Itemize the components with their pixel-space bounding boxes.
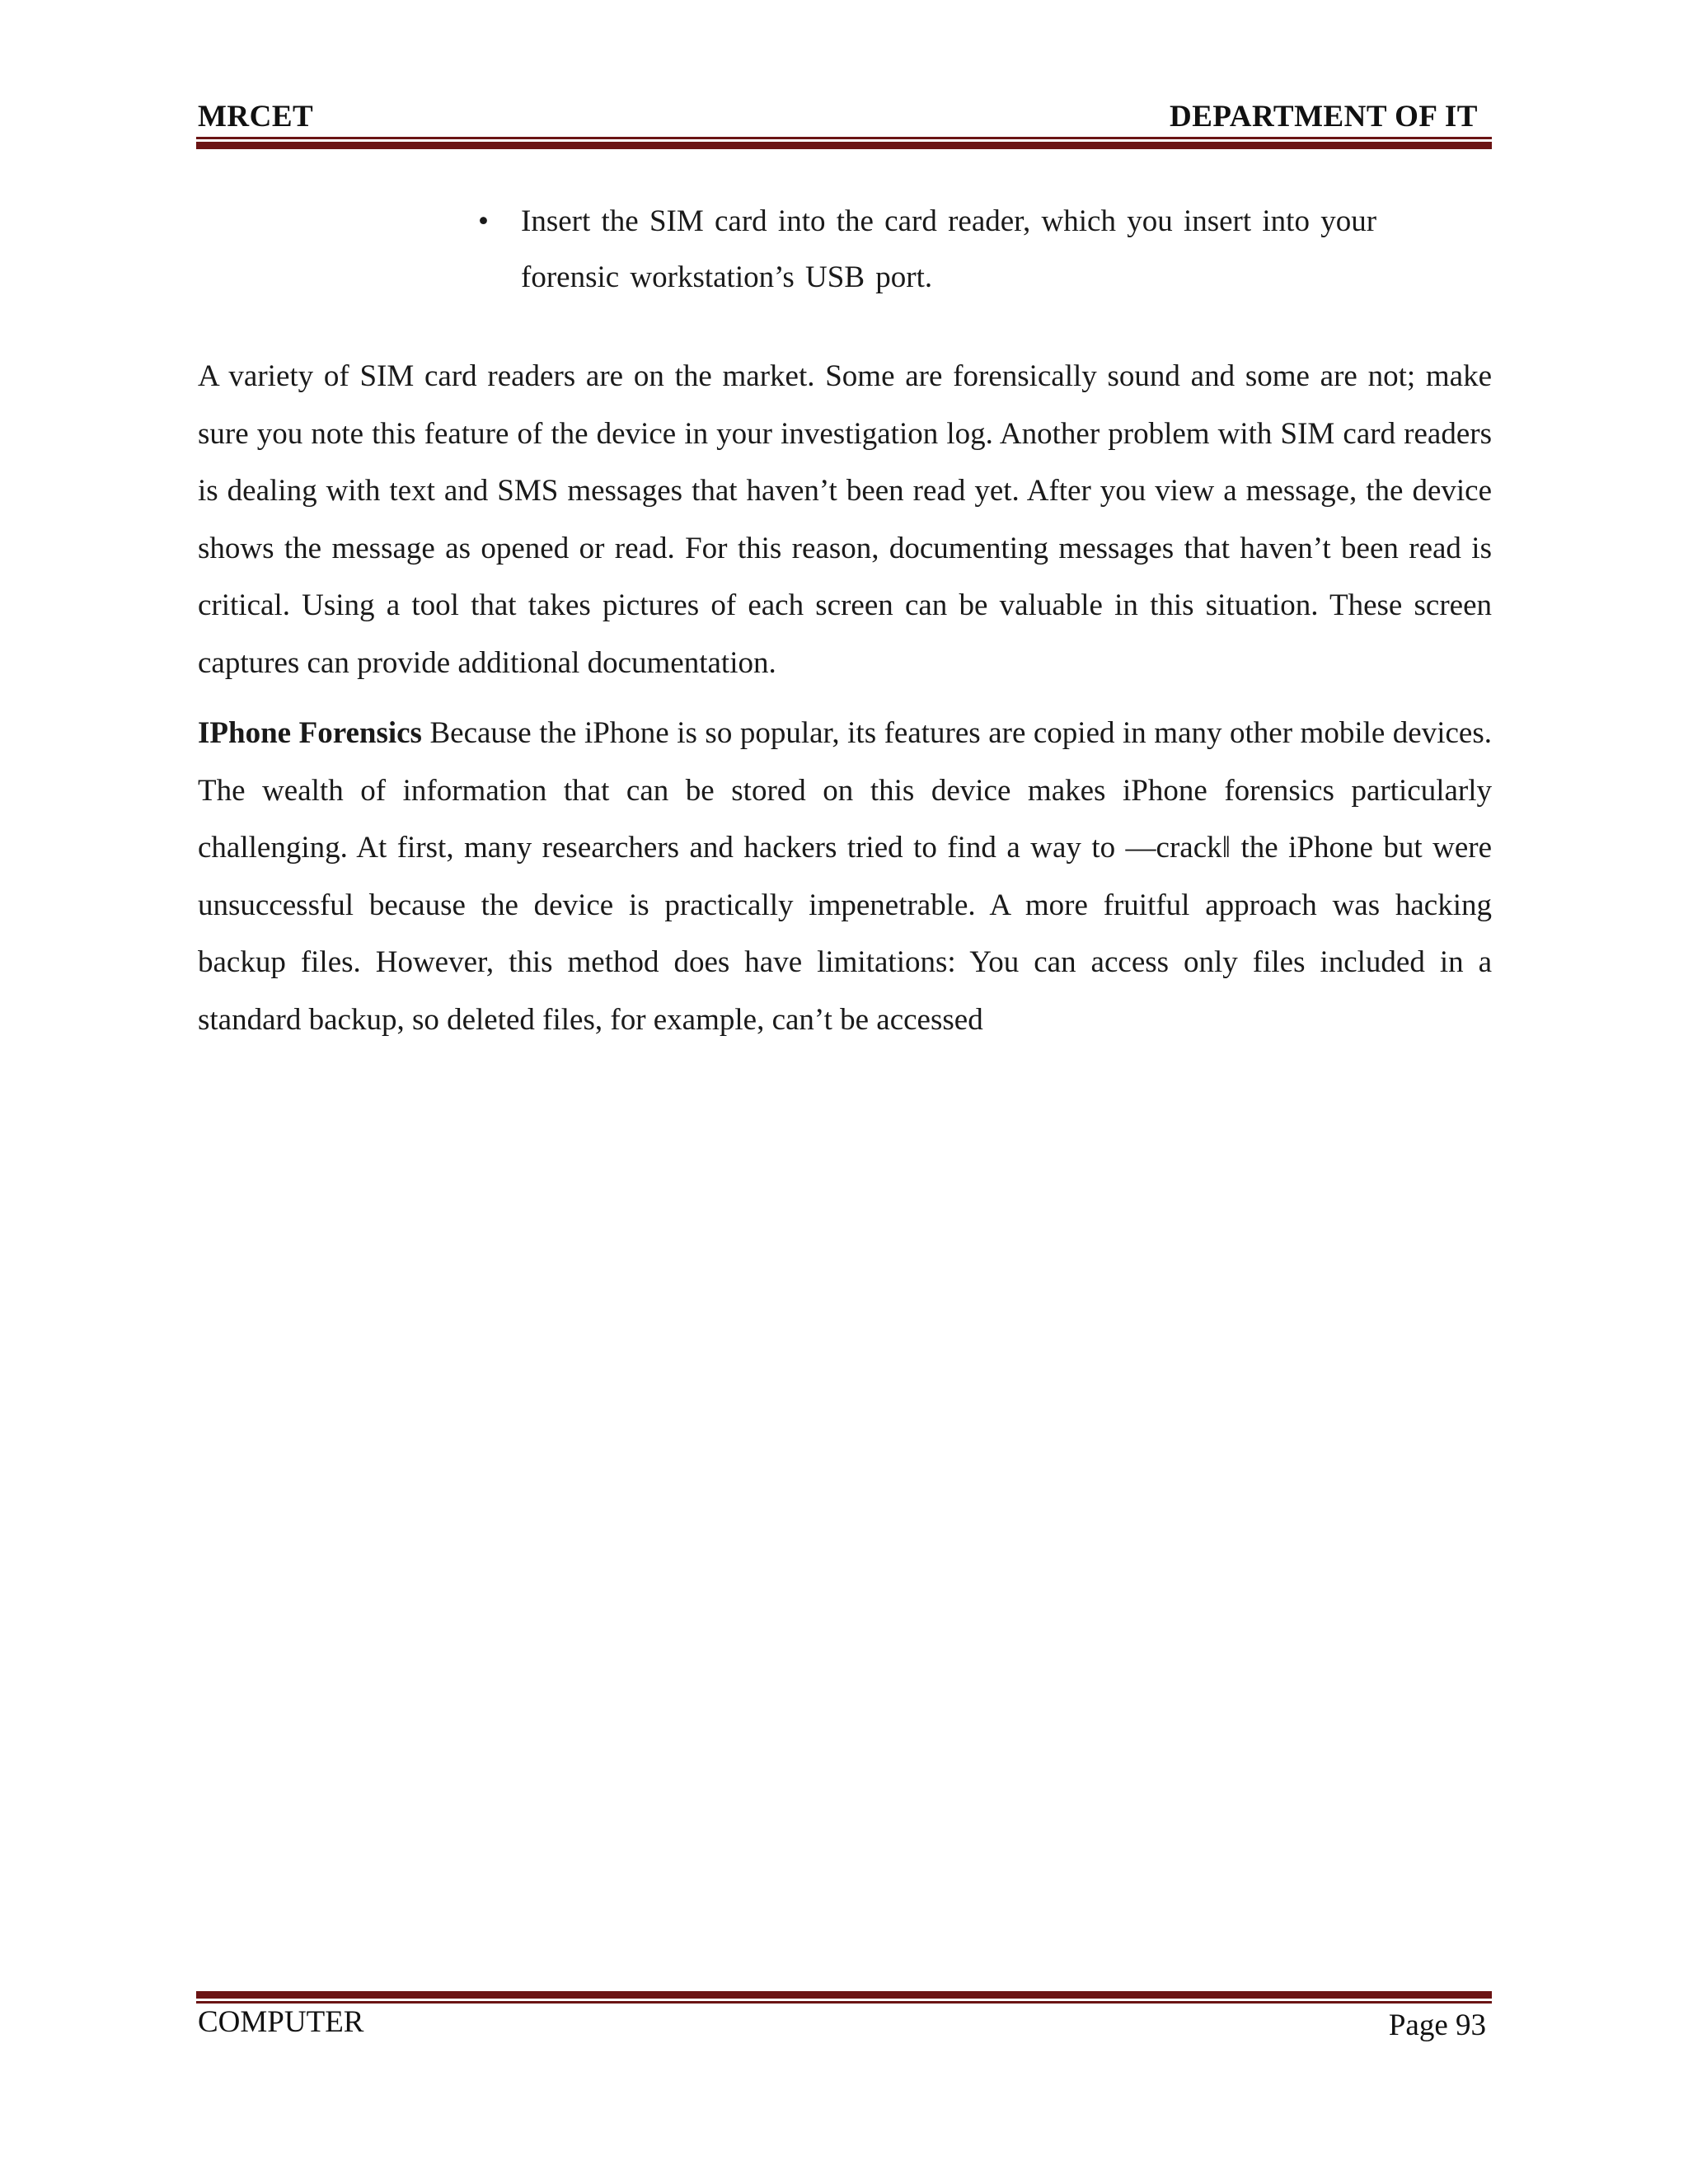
footer-rule-thin (196, 2001, 1492, 2004)
bullet-text: Insert the SIM card into the card reader, which you insert into your forensic workstation’s USB port. (521, 204, 1377, 294)
paragraph-iphone-body: Because the iPhone is so popular, its features are copied in many other mobile devices. The wealth of information that can be stored on this device makes iPhone forensics particularly challenging. At first, many researchers and hackers tried to find a way to ―crack‖ the iPhone but were unsuccessful because the device is practically impenetrable. A more fruitful approach was hacking backup files. However, this method does have limitations: You can access only files included in a standard backup, so deleted files, for example, can’t be accessed (198, 716, 1493, 1037)
header-rule-thick (196, 142, 1492, 149)
footer-page-number: Page 93 (1388, 2008, 1486, 2042)
bullet-icon: • (478, 204, 489, 238)
paragraph-sim-card-readers: A variety of SIM card readers are on the market. Some are forensically sound and some are not; make sure you note this feature of the device in your investigation log. Another problem with SIM card readers is dealing with text and SMS messages that haven’t been read yet. After you view a message, the device shows the message as opened or read. For this reason, documenting messages that haven’t been read is critical. Using a tool that takes pictures of each screen can be valuable in this situation. These screen captures can provide additional documentation. (198, 359, 1492, 680)
paragraph-iphone-forensics (198, 705, 1492, 1048)
header-department: DEPARTMENT OF IT (1170, 100, 1478, 134)
header-rule-thin (196, 137, 1492, 139)
footer-subject: COMPUTER (198, 2005, 364, 2039)
footer-rule-thick (196, 1991, 1492, 1999)
section-heading-iphone-forensics: IPhone Forensics (198, 716, 422, 750)
header-institution: MRCET (198, 100, 314, 134)
